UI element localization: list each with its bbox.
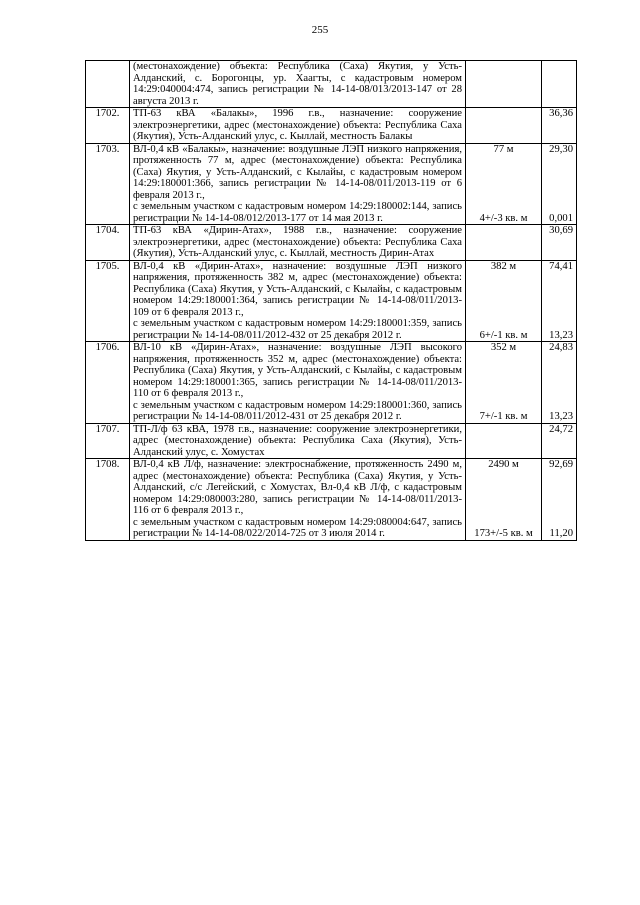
table-row <box>86 108 577 144</box>
table-row <box>86 423 577 459</box>
row-description <box>130 143 466 225</box>
row-value: 24,72 <box>542 423 577 459</box>
object-length: 2490 м <box>488 459 519 470</box>
table-row <box>86 61 577 108</box>
row-value: 30,69 <box>542 225 577 261</box>
row-number: 1704. <box>86 225 130 261</box>
object-length: 382 м <box>490 260 517 272</box>
object-description: ТП-63 кВА «Балакы», 1996 г.в., назначение: сооружение электроэнергетики, адрес (местонахождение) объекта: Республика Саха (Якутия), Усть-Алданский улус, с. Кыллай, местность Балакы <box>133 108 462 142</box>
row-description <box>130 61 466 108</box>
row-value <box>542 61 577 108</box>
row-number: 1707. <box>86 423 130 459</box>
row-length <box>466 108 542 144</box>
row-value <box>542 459 577 541</box>
land-area: 4+/-3 кв. м <box>479 212 528 224</box>
row-length <box>466 225 542 261</box>
object-value: 29,30 <box>549 143 573 155</box>
land-plot-description: с земельным участком с кадастровым номером 14:29:180002:144, запись регистрации № 14-14-08/012/2013-177 от 14 мая 2013 г. <box>133 201 462 224</box>
row-description <box>130 342 466 424</box>
row-number: 1705. <box>86 260 130 342</box>
row-number: 1706. <box>86 342 130 424</box>
row-number: 1702. <box>86 108 130 144</box>
land-value: 13,23 <box>549 411 573 422</box>
table-row <box>86 225 577 261</box>
land-area: 173+/-5 кв. м <box>474 528 533 539</box>
row-length <box>466 459 542 541</box>
row-description <box>130 225 466 261</box>
land-plot-description: с земельным участком с кадастровым номером 14:29:180001:359, запись регистрации № 14-14-08/011/2012-432 от 25 декабря 2012 г. <box>133 318 462 341</box>
land-area: 7+/-1 кв. м <box>479 411 528 422</box>
land-value: 0,001 <box>549 212 573 224</box>
row-length <box>466 61 542 108</box>
object-description: ТП-63 кВА «Дирин-Атах», 1988 г.в., назначение: сооружение электроэнергетики, адрес (местонахождение) объекта: Республика Саха (Якутия), Усть-Алданский улус, с. Кыллай, местность Дирин-Атах <box>133 225 462 259</box>
land-value: 13,23 <box>549 329 573 341</box>
row-value <box>542 260 577 342</box>
land-area: 6+/-1 кв. м <box>479 329 528 341</box>
row-value <box>542 143 577 225</box>
object-length: 352 м <box>490 342 517 353</box>
object-description: ВЛ-10 кВ «Дирин-Атах», назначение: воздушные ЛЭП высокого напряжения, протяженность 352 м, адрес (местонахождение) объекта: Республика (Саха) Якутия, у Усть-Алданский, с Кылайы, с кадастровым номером 14:29:180001:365, запись регистрации № 14-14-08/011/2013-110 от 6 февраля 2013 г., <box>133 342 462 399</box>
row-description <box>130 108 466 144</box>
row-length <box>466 423 542 459</box>
object-description: ТП-Л/ф 63 кВА, 1978 г.в., назначение: сооружение электроэнергетики, адрес (местонахождение) объекта: Республика Саха (Якутия), Усть-Алданский улус, с. Хомустах <box>133 423 462 458</box>
row-length <box>466 342 542 424</box>
table-row <box>86 260 577 342</box>
row-description <box>130 423 466 459</box>
object-description: (местонахождение) объекта: Республика (Саха) Якутия, у Усть-Алданский, с. Борогонцы, ур. Хаагты, с кадастровым номером 14:29:040004:474, запись регистрации № 14-14-08/013/2013-147 от 28 августа 2013 г. <box>133 61 462 107</box>
row-number: 1703. <box>86 143 130 225</box>
row-number <box>86 61 130 108</box>
object-value: 92,69 <box>549 459 573 470</box>
table-row <box>86 459 577 541</box>
land-plot-description: с земельным участком с кадастровым номером 14:29:080004:647, запись регистрации № 14-14-08/022/2014-725 от 3 июля 2014 г. <box>133 516 462 539</box>
object-value: 74,41 <box>549 260 573 272</box>
row-description <box>130 459 466 541</box>
object-value: 24,83 <box>549 342 573 353</box>
object-description: ВЛ-0,4 кВ «Балакы», назначение: воздушные ЛЭП низкого напряжения, протяженность 77 м, адрес (местонахождение) объекта: Республика (Саха) Якутия, у Усть-Алданский, с Кылайы, с кадастровым номером 14:29:180001:366, запись регистрации № 14-14-08/011/2013-119 от 6 февраля 2013 г., <box>133 143 462 201</box>
row-length <box>466 143 542 225</box>
row-value: 36,36 <box>542 108 577 144</box>
object-description: ВЛ-0,4 кВ Л/ф, назначение: электроснабжение, протяженность 2490 м, адрес (местонахождение) объекта: Республика (Саха) Якутия, у Усть-Алданский, с/с Легейский, с Хомустах, Вл-0,4 кВ Л/ф, с кадастровым номером 14:29:080003:280, запись регистрации № 14-14-08/011/2013-116 от 6 февраля 2013 г., <box>133 459 462 516</box>
land-value: 11,20 <box>549 528 573 539</box>
table-row <box>86 342 577 424</box>
land-plot-description: с земельным участком с кадастровым номером 14:29:180001:360, запись регистрации № 14-14-08/011/2012-431 от 25 декабря 2012 г. <box>133 399 462 422</box>
table-row <box>86 143 577 225</box>
object-length: 77 м <box>493 143 514 155</box>
object-description: ВЛ-0,4 кВ «Дирин-Атах», назначение: воздушные ЛЭП низкого напряжения, протяженность 382 м, адрес (местонахождение) объекта: Республика (Саха) Якутия, у Усть-Алданский, с Кылайы, с кадастровым номером 14:29:180001:364, запись регистрации № 14-14-08/011/2013-109 от 6 февраля 2013 г., <box>133 260 462 318</box>
property-registry-table <box>85 60 577 541</box>
row-number: 1708. <box>86 459 130 541</box>
row-description <box>130 260 466 342</box>
row-value <box>542 342 577 424</box>
row-length <box>466 260 542 342</box>
page-number: 255 <box>311 24 329 36</box>
